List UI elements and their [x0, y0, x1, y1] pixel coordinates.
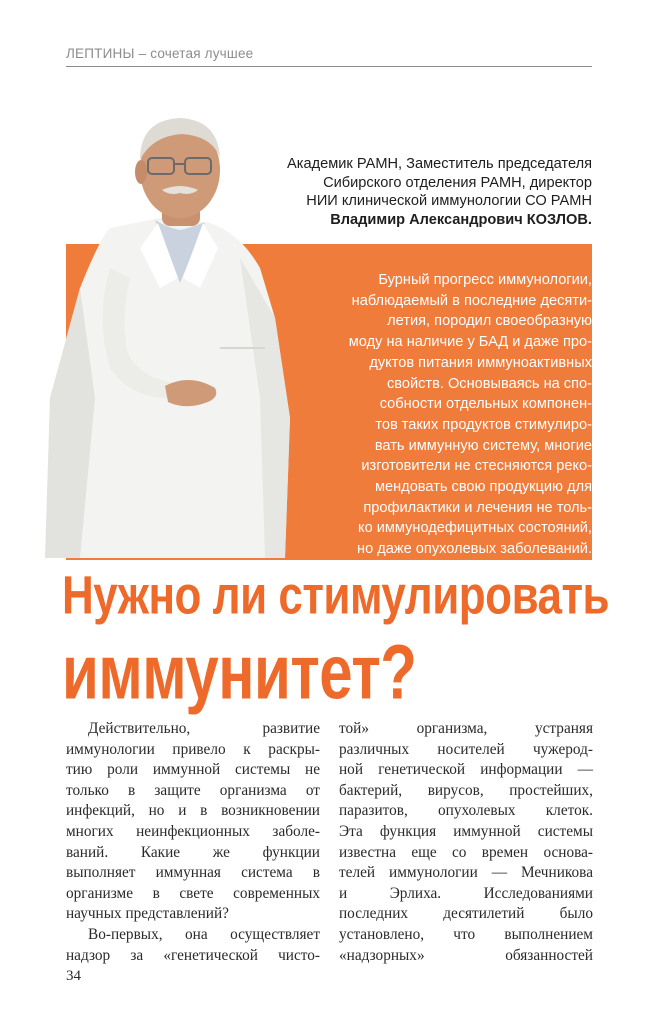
- body-line: иммунологии привело к раскры-: [66, 740, 320, 758]
- author-intro: [240, 155, 592, 229]
- intro-line: Академик РАМН, Заместитель председателя: [287, 156, 592, 172]
- body-line: установлено, что выполнением: [339, 925, 593, 943]
- running-header: [66, 46, 592, 61]
- body-line: той» организма, устраняя: [339, 720, 593, 737]
- lead-line: профилактики и лечения не толь-: [363, 499, 592, 516]
- body-line: различных носителей чужерод-: [339, 740, 593, 758]
- body-line: известна еще со времен основа-: [339, 843, 593, 861]
- header-dash: –: [138, 46, 147, 61]
- lead-line: изготовители не стесняются реко-: [361, 458, 592, 475]
- body-line: научных представлений?: [66, 905, 229, 923]
- lead-line: мендовать свою продукцию для: [374, 479, 592, 496]
- lead-line: моду на наличие у БАД и даже про-: [348, 334, 592, 351]
- body-line: только в защите организма от: [66, 781, 320, 799]
- body-line: ной генетической информации —: [339, 761, 593, 779]
- intro-line: НИИ клинической иммунологии СО РАМН: [306, 193, 592, 210]
- article-title-line1: Нужно ли стимулировать: [62, 566, 610, 626]
- body-line: ваний. Какие же функции: [66, 843, 320, 861]
- body-line: Во-первых, она осуществляет: [88, 925, 320, 943]
- body-column-left: [66, 719, 320, 966]
- body-line: и Эрлиха. Исследованиями: [339, 884, 593, 902]
- article-title-line2: иммунитет?: [62, 629, 417, 716]
- body-line: тию роли иммунной системы не: [66, 761, 320, 779]
- body-line: инфекций, но и в возникновении: [66, 802, 320, 820]
- body-line: надзор за «генетической чисто-: [66, 946, 320, 964]
- intro-line: Сибирского отделения РАМН, директор: [323, 174, 592, 191]
- lead-line: наблюдаемый в последние десяти-: [351, 292, 592, 309]
- lead-line: вать иммунную систему, многие: [374, 437, 592, 454]
- lead-line: собности отдельных компонен-: [379, 396, 592, 413]
- author-name: Владимир Александрович КОЗЛОВ.: [330, 211, 592, 228]
- body-column-right: [339, 719, 593, 966]
- header-brand: ЛЕПТИНЫ: [66, 46, 135, 61]
- body-line: бактерий, вирусов, простейших,: [339, 781, 593, 799]
- header-rule: [66, 66, 592, 67]
- body-line: «надзорных» обязанностей: [339, 946, 593, 964]
- body-line: Действительно, развитие: [88, 720, 320, 737]
- lead-line: Бурный прогресс иммунологии,: [378, 272, 592, 288]
- lead-line: тов таких продуктов стимулиро-: [375, 416, 592, 433]
- body-line: выполняет иммунная система в: [66, 864, 320, 882]
- lead-line: свойств. Основываясь на спо-: [386, 375, 592, 392]
- body-line: Эта функция иммунной системы: [339, 822, 593, 840]
- body-line: организме в свете современных: [66, 884, 320, 902]
- body-line: паразитов, опухолевых клеток.: [339, 802, 593, 820]
- lead-text: [300, 270, 592, 560]
- body-line: многих неинфекционных заболе-: [66, 822, 320, 840]
- lead-line: летия, породил своеобразную: [387, 313, 592, 330]
- lead-line: но даже опухолевых заболеваний.: [357, 541, 592, 558]
- page-number: 34: [66, 968, 81, 984]
- header-tagline: сочетая лучшее: [150, 46, 254, 61]
- body-line: последних десятилетий было: [339, 905, 593, 923]
- lead-line: ко иммунодефицитных состояний,: [358, 520, 592, 537]
- lead-line: дуктов питания иммуноактивных: [369, 354, 592, 371]
- body-line: телей иммунологии — Мечникова: [339, 864, 593, 882]
